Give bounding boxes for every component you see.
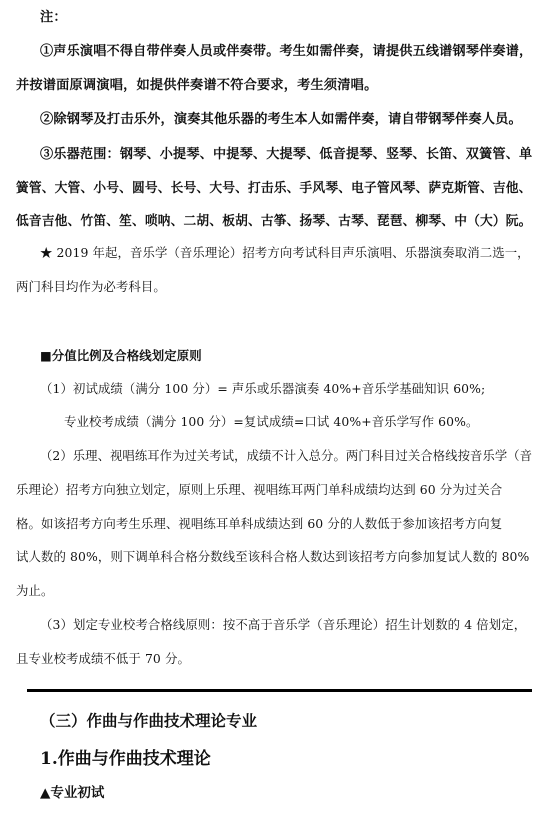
scoring-p1: （1）初试成绩（满分 100 分）= 声乐或乐器演奏 40%+音乐学基础知识 60%; [40,381,486,396]
scoring-p2-line-5: 为止。 [16,583,54,598]
section-title: （三）作曲与作曲技术理论专业 [40,712,258,730]
scoring-p3-line-1: （3）划定专业校考合格线原则：按不高于音乐学（音乐理论）招生计划数的 4 倍划定， [40,617,527,632]
scoring-heading: ■分值比例及合格线划定原则 [40,348,202,363]
scoring-p3-line-2: 且专业校考成绩不低于 70 分。 [16,651,190,666]
section-divider [27,689,532,692]
star-note-line-1: ★ 2019 年起，音乐学（音乐理论）招考方向考试科目声乐演唱、乐器演奏取消二选一， [40,245,530,260]
note-3-line-1: ③乐器范围：钢琴、小提琴、中提琴、大提琴、低音提琴、竖琴、长笛、双簧管、单 [40,147,533,162]
exam-heading: ▲专业初试 [40,785,105,801]
scoring-p2-line-3: 格。如该招考方向考生乐理、视唱练耳单科成绩达到 60 分的人数低于参加该招考方向复 [16,516,503,531]
note-3-line-2: 簧管、大管、小号、圆号、长号、大号、打击乐、手风琴、电子管风琴、萨克斯管、吉他、 [16,181,532,196]
scoring-p1b: 专业校考成绩（满分 100 分）=复试成绩=口试 40%+音乐学写作 60%。 [64,414,479,429]
scoring-p2-line-2: 乐理论）招考方向独立划定，原则上乐理、视唱练耳两门单科成绩均达到 60 分为过关合 [16,482,503,497]
note-1-line-2: 并按谱面原调演唱，如提供伴奏谱不符合要求，考生须清唱。 [16,78,378,93]
star-note-line-2: 两门科目均作为必考科目。 [16,279,166,294]
section-subtitle: 1.作曲与作曲技术理论 [40,749,211,769]
note-1-line-1: ①声乐演唱不得自带伴奏人员或伴奏带。考生如需伴奏，请提供五线谱钢琴伴奏谱， [40,44,533,59]
scoring-p2-line-4: 试人数的 80%，则下调单科合格分数线至该科合格人数达到该招考方向参加复试人数的 80% [16,549,530,564]
note-3-line-3: 低音吉他、竹笛、笙、唢呐、二胡、板胡、古筝、扬琴、古琴、琵琶、柳琴、中（大）阮。 [16,214,532,229]
notes-heading: 注： [40,10,67,25]
note-2: ②除钢琴及打击乐外，演奏其他乐器的考生本人如需伴奏，请自带钢琴伴奏人员。 [40,112,522,127]
scoring-p2-line-1: （2）乐理、视唱练耳作为过关考试，成绩不计入总分。两门科目过关合格线按音乐学（音 [40,448,533,463]
